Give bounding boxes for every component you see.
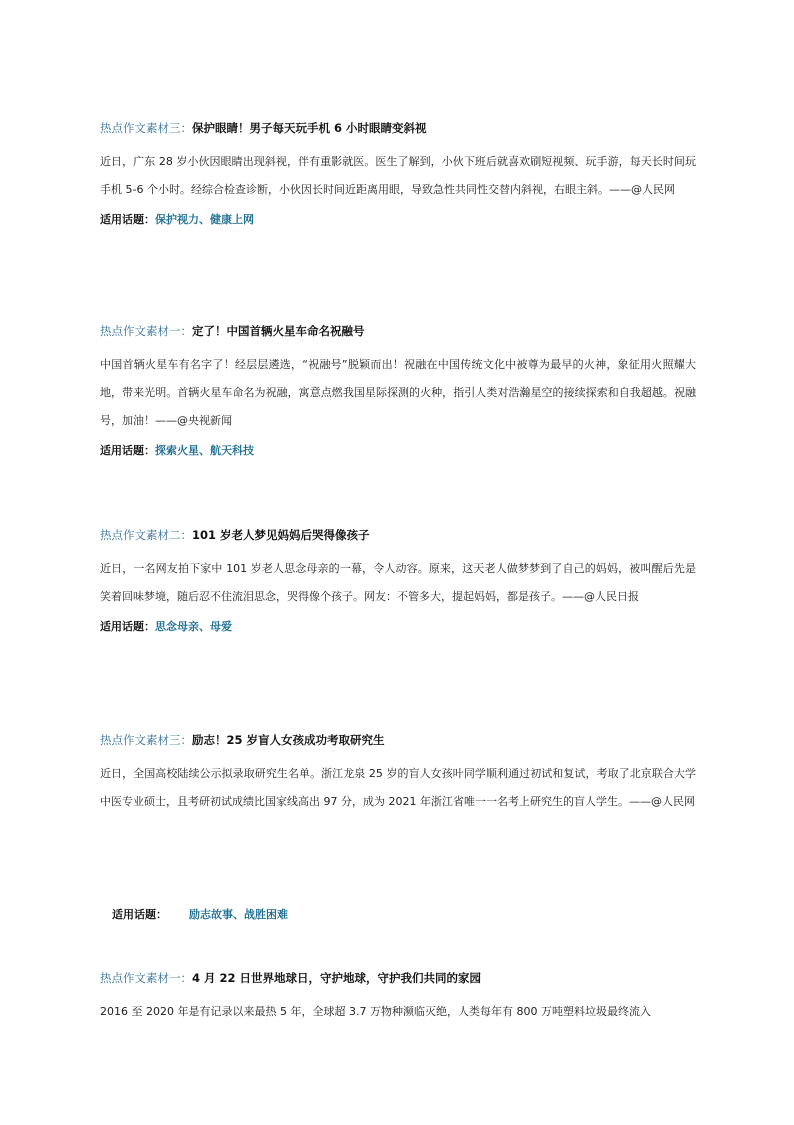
material-title: 定了！中国首辆火星车命名祝融号 [192, 324, 365, 338]
material-label: 热点作文素材三 [100, 733, 181, 747]
topics-value: 思念母亲、母爱 [155, 620, 232, 633]
material-label: 热点作文素材二 [100, 528, 181, 542]
applicable-topics-standalone [112, 907, 288, 923]
material-body: 中国首辆火星车有名字了！经层层遴选，“祝融号”脱颖而出！祝融在中国传统文化中被尊为最早的火神，象征用火照耀大地，带来光明。首辆火星车命名为祝融，寓意点燃我国星际探测的火种，指引人类对浩瀚星空的接续探索和自我超越。祝融号，加油！——@央视新闻 [100, 358, 696, 427]
material-section-mars-rover [100, 323, 696, 459]
material-heading [100, 323, 696, 339]
material-separator: ： [180, 528, 192, 542]
material-separator: ： [180, 121, 192, 135]
material-heading [100, 120, 696, 136]
material-heading [100, 970, 696, 986]
topics-label: 适用话题： [100, 444, 155, 457]
material-label: 热点作文素材一 [100, 971, 181, 985]
material-separator: ： [180, 324, 192, 338]
topics-label: 适用话题： [100, 213, 155, 226]
material-body: 2016 至 2020 年是有记录以来最热 5 年，全球超 3.7 万物种濒临灭绝，人类每年有 800 万吨塑料垃圾最终流入 [100, 1005, 651, 1018]
topics-value: 保护视力、健康上网 [155, 213, 254, 226]
material-separator: ： [180, 733, 192, 747]
material-section-eye-health [100, 120, 696, 228]
material-body: 近日，广东 28 岁小伙因眼睛出现斜视，伴有重影就医。医生了解到，小伙下班后就喜欢刷短视频、玩手游，每天长时间玩手机 5-6 个小时。经综合检查诊断，小伙因长时间近距离用眼，导致急性共同性交替内斜视，右眼主斜。——@人民网 [100, 155, 696, 196]
topics-label: 适用话题： [100, 620, 155, 633]
material-heading [100, 732, 696, 748]
material-section-elderly-dream [100, 527, 696, 635]
topics-label: 适用话题： [112, 908, 167, 921]
material-body: 近日，一名网友拍下家中 101 岁老人思念母亲的一幕，令人动容。原来，这天老人做梦梦到了自己的妈妈，被叫醒后先是笑着回味梦境，随后忍不住流泪思念，哭得像个孩子。网友：不管多大，提起妈妈，都是孩子。——@人民日报 [100, 562, 696, 603]
material-title: 励志！25 岁盲人女孩成功考取研究生 [192, 733, 385, 747]
material-section-blind-graduate [100, 732, 696, 816]
material-body: 近日，全国高校陆续公示拟录取研究生名单。浙江龙泉 25 岁的盲人女孩叶同学顺利通过初试和复试，考取了北京联合大学中医专业硕士，且考研初试成绩比国家线高出 97 分，成为 2021 年浙江省唯一一名考上研究生的盲人学生。——@人民网 [100, 767, 696, 808]
applicable-topics [100, 212, 696, 228]
material-title: 4 月 22 日世界地球日，守护地球，守护我们共同的家园 [192, 971, 482, 985]
material-title: 101 岁老人梦见妈妈后哭得像孩子 [192, 528, 370, 542]
material-label: 热点作文素材三 [100, 121, 181, 135]
applicable-topics [100, 443, 696, 459]
topics-value: 励志故事、战胜困难 [189, 908, 288, 921]
material-section-earth-day [100, 970, 696, 1026]
material-separator: ： [180, 971, 192, 985]
material-label: 热点作文素材一 [100, 324, 181, 338]
topics-value: 探索火星、航天科技 [155, 444, 254, 457]
material-title: 保护眼睛！男子每天玩手机 6 小时眼睛变斜视 [192, 121, 427, 135]
applicable-topics [100, 619, 696, 635]
material-heading [100, 527, 696, 543]
